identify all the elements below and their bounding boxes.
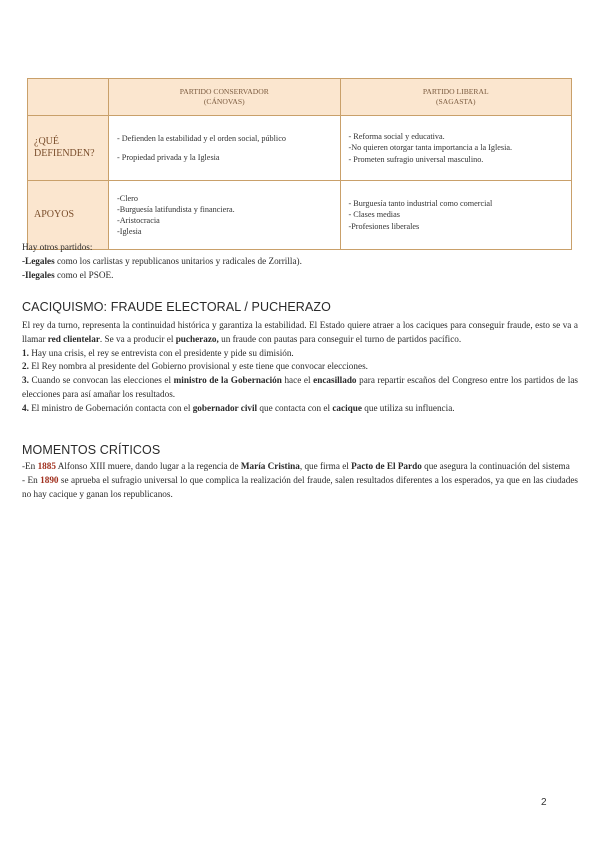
row-label-defienden xyxy=(28,116,109,181)
list-item: -Clero xyxy=(117,193,138,203)
conservador-apoyos-cell xyxy=(109,181,341,250)
list-item: - Reforma social y educativa. xyxy=(348,132,445,142)
step-1: 1. Hay una crisis, el rey se entrevista con el presidente y pide su dimisión. xyxy=(22,347,294,358)
row-label-apoyos: APOYOS xyxy=(28,181,109,250)
liberal-column-header xyxy=(340,79,572,116)
table-row-apoyos xyxy=(28,181,572,250)
ilegales-text: como el PSOE. xyxy=(54,269,114,280)
legales-label: -Legales xyxy=(22,255,55,266)
ilegales-line xyxy=(22,269,578,283)
page-number: 2 xyxy=(541,797,547,808)
momentos-body xyxy=(22,460,578,501)
momentos-heading: MOMENTOS CRÍTICOS xyxy=(22,443,161,457)
list-item: -No quieren otorgar tanta importancia a la Iglesia. xyxy=(348,143,513,153)
table-header-row xyxy=(28,79,572,116)
momento-1885: -En 1885 Alfonso XIII muere, dando lugar a la regencia de María Cristina, que firma el Pacto de El Pardo que asegura la continuación del sistema xyxy=(22,461,570,471)
row-label-line: ¿QUÉ xyxy=(34,135,59,147)
momento-1890: - En 1890 se aprueba el sufragio universal lo que complica la realización del fraude, salen resultados diferentes a los esperados, ya que en las ciudades no hay cacique y ganan los republicanos. xyxy=(22,474,579,499)
caciquismo-paragraph: El rey da turno, representa la continuidad histórica y garantiza la estabilidad. El Estado quiere atraer a los caciques para conseguir fraude, esto se va a llamar red clientelar. Se va a producir el pucherazo, un fraude con pautas para conseguir el turno de partidos pacífico. xyxy=(22,320,578,344)
year-highlight: 1890 xyxy=(40,474,59,485)
legales-line xyxy=(22,255,578,269)
parties-comparison-table xyxy=(27,78,572,250)
step-3: 3. Cuando se convocan las elecciones el ministro de la Gobernación hace el encasillado para repartir escaños del Congreso entre los partidos de las elecciones para así amañar los resultados. xyxy=(22,375,578,399)
conservador-leader: (CÁNOVAS) xyxy=(203,97,245,106)
list-item: - Clases medias xyxy=(348,210,400,220)
list-item: - Propiedad privada y la Iglesia xyxy=(117,152,220,162)
liberal-apoyos-cell xyxy=(340,181,572,250)
list-item: - Defienden la estabilidad y el orden social, público xyxy=(117,134,286,144)
list-item: - Burguesía tanto industrial como comercial xyxy=(348,199,493,209)
list-item: -Profesiones liberales xyxy=(348,221,420,231)
list-item: -Aristocracia xyxy=(117,216,160,225)
liberal-leader: (SAGASTA) xyxy=(436,97,476,106)
legales-text: como los carlistas y republicanos unitarios y radicales de Zorrilla). xyxy=(54,255,302,266)
conservador-column-header xyxy=(109,79,341,116)
conservador-defienden-cell xyxy=(109,116,341,181)
table-corner-cell xyxy=(28,79,109,116)
list-item: -Iglesia xyxy=(117,227,142,237)
list-item: -Burguesía latifundista y financiera. xyxy=(117,204,235,214)
step-2: 2. El Rey nombra al presidente del Gobierno provisional y este tiene que convocar elecciones. xyxy=(22,361,368,372)
conservador-title: PARTIDO CONSERVADOR xyxy=(179,87,269,97)
step-4: 4. El ministro de Gobernación contacta con el gobernador civil que contacta con el cacique que utiliza su influencia. xyxy=(22,402,455,413)
caciquismo-heading: CACIQUISMO: FRAUDE ELECTORAL / PUCHERAZO xyxy=(22,300,331,314)
otros-intro: Hay otros partidos: xyxy=(22,242,93,252)
row-label-line: DEFIENDEN? xyxy=(34,148,95,159)
list-item: - Prometen sufragio universal masculino. xyxy=(348,154,484,164)
caciquismo-body xyxy=(22,319,578,416)
liberal-defienden-cell xyxy=(340,116,572,181)
otros-partidos-block xyxy=(22,241,578,282)
ilegales-label: -Ilegales xyxy=(22,269,55,280)
year-highlight: 1885 xyxy=(37,461,56,471)
liberal-title: PARTIDO LIBERAL xyxy=(422,87,489,97)
table-row-defienden xyxy=(28,116,572,181)
